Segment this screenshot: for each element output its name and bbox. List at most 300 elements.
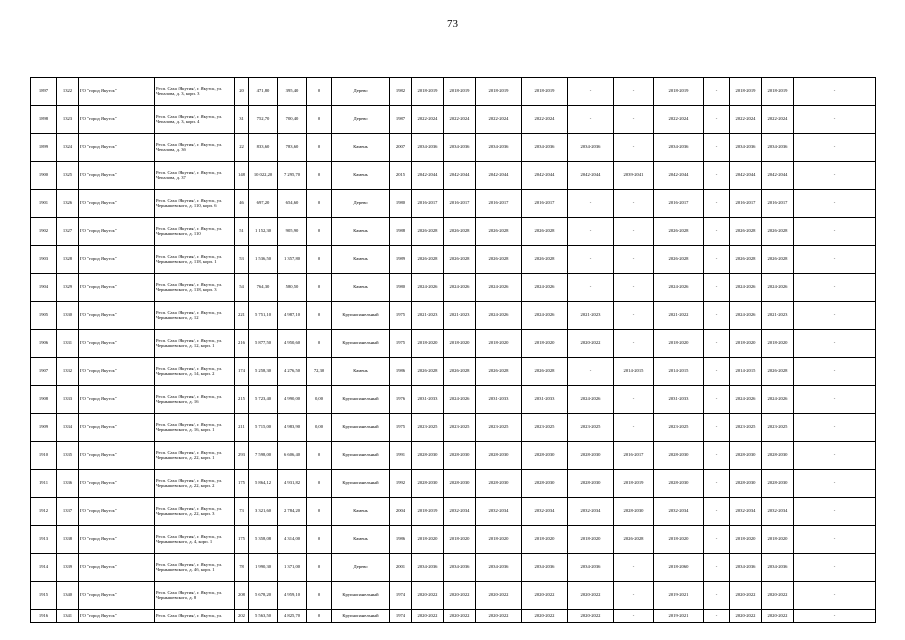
table-cell: - bbox=[704, 106, 730, 134]
table-cell: 2018-2060 bbox=[654, 554, 704, 582]
table-cell: 2018-2019 bbox=[654, 78, 704, 106]
table-cell: Крупнопанельный bbox=[332, 330, 390, 358]
table-cell: - bbox=[704, 582, 730, 610]
table-cell: 2026-2028 bbox=[762, 246, 794, 274]
table-cell: - bbox=[794, 526, 876, 554]
table-cell: 2018-2019 bbox=[522, 78, 568, 106]
table-cell: 2032-2034 bbox=[762, 498, 794, 526]
table-cell: 2024-2026 bbox=[762, 386, 794, 414]
table-cell: 2028-2030 bbox=[522, 470, 568, 498]
table-cell: 2026-2028 bbox=[412, 358, 444, 386]
table-cell: 2028-2030 bbox=[614, 498, 654, 526]
table-cell: 1975 bbox=[390, 302, 412, 330]
table-cell: 2016-2017 bbox=[444, 190, 476, 218]
table-cell: ГО "город Якутск" bbox=[79, 526, 155, 554]
table-cell: 2022-2024 bbox=[412, 106, 444, 134]
table-cell: 73 bbox=[235, 498, 249, 526]
table-cell: - bbox=[704, 218, 730, 246]
table-cell: 1897 bbox=[31, 78, 57, 106]
table-cell: Респ. Саха /Якутия/, г. Якутск, ул. Чернышевского, д. 22, корп. 2 bbox=[155, 470, 235, 498]
table-cell: Крупнопанельный bbox=[332, 582, 390, 610]
table-cell: ГО "город Якутск" bbox=[79, 302, 155, 330]
table-cell: Крупнопанельный bbox=[332, 470, 390, 498]
table-cell: ГО "город Якутск" bbox=[79, 106, 155, 134]
table-cell: 2026-2028 bbox=[762, 218, 794, 246]
table-cell: 1980 bbox=[390, 274, 412, 302]
table-cell: 0 bbox=[307, 442, 332, 470]
table-cell: - bbox=[704, 134, 730, 162]
table-cell: 51 bbox=[235, 218, 249, 246]
table-cell: 72,30 bbox=[307, 358, 332, 386]
table-cell: 1340 bbox=[57, 582, 79, 610]
table-cell: Камень bbox=[332, 358, 390, 386]
table-cell: 471,80 bbox=[249, 78, 278, 106]
table-cell: - bbox=[614, 554, 654, 582]
table-cell: 175 bbox=[235, 470, 249, 498]
table-cell: 1987 bbox=[390, 106, 412, 134]
table-cell: 2018-2020 bbox=[730, 330, 762, 358]
table-cell: 1982 bbox=[390, 78, 412, 106]
table-cell: 1330 bbox=[57, 302, 79, 330]
table-cell: 2020-2022 bbox=[762, 582, 794, 610]
table-cell: 0 bbox=[307, 470, 332, 498]
table-cell: - bbox=[794, 106, 876, 134]
table-cell: - bbox=[794, 190, 876, 218]
table-cell: 22 bbox=[235, 134, 249, 162]
table-cell: 2018-2020 bbox=[412, 526, 444, 554]
table-cell: 2016-2017 bbox=[614, 442, 654, 470]
table-cell: 4 950,60 bbox=[278, 330, 307, 358]
table-cell: Респ. Саха /Якутия/, г. Якутск, ул. Чепалова, д. 37 bbox=[155, 162, 235, 190]
table-cell: 2018-2020 bbox=[730, 526, 762, 554]
table-cell: 5 258,30 bbox=[249, 358, 278, 386]
table-cell: 2007 bbox=[390, 134, 412, 162]
table-cell: 2020-2022 bbox=[522, 610, 568, 623]
table-cell: 2028-2030 bbox=[412, 470, 444, 498]
table-cell: 2026-2028 bbox=[444, 218, 476, 246]
table-cell: 1336 bbox=[57, 470, 79, 498]
table-cell: Дерево bbox=[332, 554, 390, 582]
table-cell: 2026-2028 bbox=[444, 358, 476, 386]
table-cell: - bbox=[704, 162, 730, 190]
table-cell: Респ. Саха /Якутия/, г. Якутск, ул. Чернышевского, д. 8 bbox=[155, 582, 235, 610]
table-cell: 2039-2041 bbox=[614, 162, 654, 190]
table-cell: 4 983,90 bbox=[278, 414, 307, 442]
table-cell: 1 152,30 bbox=[249, 218, 278, 246]
table-cell: 1 536,50 bbox=[249, 246, 278, 274]
table-cell: - bbox=[614, 78, 654, 106]
table-cell: 2024-2026 bbox=[730, 274, 762, 302]
table-cell: 2034-2036 bbox=[522, 134, 568, 162]
table-cell: - bbox=[568, 78, 614, 106]
table-cell: 0 bbox=[307, 218, 332, 246]
table-cell: - bbox=[568, 246, 614, 274]
table-cell: ГО "город Якутск" bbox=[79, 246, 155, 274]
table-cell: 2018-2020 bbox=[444, 526, 476, 554]
table-cell: 4 987,10 bbox=[278, 302, 307, 330]
table-cell: 175 bbox=[235, 526, 249, 554]
table-cell: 2042-2044 bbox=[654, 162, 704, 190]
table-cell: 2024-2026 bbox=[522, 302, 568, 330]
table-cell: 1975 bbox=[390, 330, 412, 358]
table-cell: 1900 bbox=[31, 162, 57, 190]
table-cell: - bbox=[794, 470, 876, 498]
table-cell: 2024-2026 bbox=[444, 386, 476, 414]
table-cell: 1910 bbox=[31, 442, 57, 470]
table-cell: 2028-2030 bbox=[476, 442, 522, 470]
table-cell: 833,60 bbox=[249, 134, 278, 162]
table-cell: 1986 bbox=[390, 526, 412, 554]
table-cell: - bbox=[704, 442, 730, 470]
table-cell: - bbox=[704, 610, 730, 623]
table-cell: - bbox=[704, 386, 730, 414]
table-cell: 2034-2036 bbox=[762, 134, 794, 162]
table-cell: ГО "город Якутск" bbox=[79, 162, 155, 190]
table-cell: 1331 bbox=[57, 330, 79, 358]
table-cell: 2018-2020 bbox=[762, 526, 794, 554]
table-cell: Респ. Саха /Якутия/, г. Якутск, ул. Чернышевского, д. 22, корп. 3 bbox=[155, 498, 235, 526]
table-cell: 2034-2036 bbox=[730, 134, 762, 162]
table-cell: 208 bbox=[235, 582, 249, 610]
table-cell: 2023-2025 bbox=[762, 414, 794, 442]
table-cell: 1323 bbox=[57, 106, 79, 134]
table-cell: 2023-2025 bbox=[568, 414, 614, 442]
table-cell: 2018-2019 bbox=[444, 78, 476, 106]
table-cell: Респ. Саха /Якутия/, г. Якутск, ул. Чепалова, д. 3б bbox=[155, 134, 235, 162]
table-cell: 2014-2015 bbox=[654, 358, 704, 386]
table-cell: - bbox=[614, 582, 654, 610]
table-row bbox=[31, 554, 876, 582]
table-cell: - bbox=[794, 246, 876, 274]
table-cell: 2026-2028 bbox=[476, 246, 522, 274]
table-cell: 1333 bbox=[57, 386, 79, 414]
table-cell: 2034-2036 bbox=[444, 554, 476, 582]
table-cell: 1974 bbox=[390, 582, 412, 610]
table-cell: ГО "город Якутск" bbox=[79, 498, 155, 526]
table-cell: 2020-2022 bbox=[412, 582, 444, 610]
table-row bbox=[31, 498, 876, 526]
table-cell: - bbox=[568, 218, 614, 246]
table-cell: 5 877,50 bbox=[249, 330, 278, 358]
table-cell: 293 bbox=[235, 442, 249, 470]
table-cell: 2 784,20 bbox=[278, 498, 307, 526]
table-cell: ГО "город Якутск" bbox=[79, 134, 155, 162]
table-cell: 2023-2025 bbox=[412, 414, 444, 442]
table-cell: - bbox=[614, 414, 654, 442]
table-cell: 2021-2023 bbox=[568, 302, 614, 330]
table-cell: 2026-2028 bbox=[476, 358, 522, 386]
table-cell: - bbox=[614, 218, 654, 246]
table-cell: ГО "город Якутск" bbox=[79, 414, 155, 442]
table-cell: ГО "город Якутск" bbox=[79, 78, 155, 106]
table-cell: 580,50 bbox=[278, 274, 307, 302]
table-cell: 7 295,70 bbox=[278, 162, 307, 190]
table-cell: 1901 bbox=[31, 190, 57, 218]
table-cell: Камень bbox=[332, 498, 390, 526]
table-cell: 2018-2020 bbox=[654, 330, 704, 358]
table-cell: 2028-2030 bbox=[762, 442, 794, 470]
table-cell: 5 358,08 bbox=[249, 526, 278, 554]
table-cell: 0 bbox=[307, 106, 332, 134]
table-cell: 2021-2023 bbox=[412, 302, 444, 330]
table-cell: 4 314,00 bbox=[278, 526, 307, 554]
table-cell: 78 bbox=[235, 554, 249, 582]
table-cell: Крупнопанельный bbox=[332, 610, 390, 623]
table-cell: 2022-2024 bbox=[522, 106, 568, 134]
table-cell: 2031-2033 bbox=[476, 386, 522, 414]
table-cell: - bbox=[614, 302, 654, 330]
table-cell: ГО "город Якутск" bbox=[79, 582, 155, 610]
table-cell: 0 bbox=[307, 274, 332, 302]
table-cell: 2020-2022 bbox=[730, 582, 762, 610]
table-cell: 2028-2030 bbox=[654, 470, 704, 498]
table-cell: ГО "город Якутск" bbox=[79, 218, 155, 246]
table-cell: 654,60 bbox=[278, 190, 307, 218]
housing-repair-table bbox=[30, 77, 876, 623]
table-row bbox=[31, 442, 876, 470]
table-cell: 2032-2034 bbox=[568, 498, 614, 526]
table-cell: Дерево bbox=[332, 190, 390, 218]
table-cell: 2028-2030 bbox=[412, 442, 444, 470]
table-cell: 2016-2017 bbox=[476, 190, 522, 218]
table-cell: 4 990,00 bbox=[278, 386, 307, 414]
table-cell: Респ. Саха /Якутия/, г. Якутск, ул. Чернышевского, д. 14, корп. 2 bbox=[155, 358, 235, 386]
table-cell: 2018-2019 bbox=[412, 78, 444, 106]
table-cell: 2001 bbox=[390, 554, 412, 582]
table-cell: 1907 bbox=[31, 358, 57, 386]
table-cell: Респ. Саха /Якутия/, г. Якутск, ул. Чернышевского, д. 12 bbox=[155, 302, 235, 330]
table-cell: 2042-2044 bbox=[762, 162, 794, 190]
table-cell: ГО "город Якутск" bbox=[79, 442, 155, 470]
table-cell: 1328 bbox=[57, 246, 79, 274]
table-cell: 1899 bbox=[31, 134, 57, 162]
table-cell: 2034-2036 bbox=[476, 134, 522, 162]
table-cell: 4 825,70 bbox=[278, 610, 307, 623]
table-cell: 2020-2022 bbox=[476, 610, 522, 623]
table-cell: 1976 bbox=[390, 386, 412, 414]
table-row bbox=[31, 582, 876, 610]
table-cell: 2031-2033 bbox=[412, 386, 444, 414]
table-cell: 2026-2028 bbox=[444, 246, 476, 274]
table-cell: 2019-2021 bbox=[654, 610, 704, 623]
table-cell: 2021-2023 bbox=[444, 302, 476, 330]
table-cell: 2019-2021 bbox=[654, 582, 704, 610]
table-cell: 2023-2025 bbox=[476, 414, 522, 442]
table-cell: 2032-2034 bbox=[522, 498, 568, 526]
table-cell: 752,70 bbox=[249, 106, 278, 134]
table-cell: - bbox=[794, 554, 876, 582]
table-cell: 0 bbox=[307, 554, 332, 582]
table-cell: 2034-2036 bbox=[762, 554, 794, 582]
table-cell: 783,60 bbox=[278, 134, 307, 162]
table-cell: - bbox=[794, 78, 876, 106]
table-cell: Камень bbox=[332, 162, 390, 190]
table-cell: 1916 bbox=[31, 610, 57, 623]
table-cell: - bbox=[794, 302, 876, 330]
table-cell: 2020-2022 bbox=[444, 610, 476, 623]
table-body bbox=[31, 78, 876, 623]
table-cell: 2028-2030 bbox=[568, 442, 614, 470]
table-cell: 174 bbox=[235, 358, 249, 386]
table-cell: 2024-2026 bbox=[730, 386, 762, 414]
table-cell: 2042-2044 bbox=[412, 162, 444, 190]
table-cell: 2024-2026 bbox=[444, 274, 476, 302]
table-cell: 2018-2019 bbox=[476, 78, 522, 106]
table-cell: 211 bbox=[235, 414, 249, 442]
table-cell: 4 959,10 bbox=[278, 582, 307, 610]
table-cell: - bbox=[704, 274, 730, 302]
table-cell: 1974 bbox=[390, 610, 412, 623]
table-cell: 2032-2034 bbox=[444, 498, 476, 526]
table-cell: - bbox=[568, 358, 614, 386]
table-cell: 2018-2020 bbox=[476, 526, 522, 554]
table-cell: 10 022,20 bbox=[249, 162, 278, 190]
table-cell: 2042-2044 bbox=[730, 162, 762, 190]
table-cell: 2018-2020 bbox=[654, 526, 704, 554]
table-cell: 2016-2017 bbox=[654, 190, 704, 218]
table-cell: 2018-2020 bbox=[476, 330, 522, 358]
table-cell: - bbox=[794, 498, 876, 526]
table-cell: 1909 bbox=[31, 414, 57, 442]
table-cell: 1337 bbox=[57, 498, 79, 526]
table-cell: 2024-2026 bbox=[476, 302, 522, 330]
table-cell: - bbox=[794, 610, 876, 623]
table-cell: 0 bbox=[307, 134, 332, 162]
table-cell: 1326 bbox=[57, 190, 79, 218]
table-cell: 0 bbox=[307, 610, 332, 623]
table-cell: 2034-2036 bbox=[568, 554, 614, 582]
table-cell: 1898 bbox=[31, 106, 57, 134]
table-cell: 2028-2030 bbox=[762, 470, 794, 498]
table-cell: 2028-2030 bbox=[444, 442, 476, 470]
table-cell: - bbox=[614, 330, 654, 358]
table-cell: 1324 bbox=[57, 134, 79, 162]
table-cell: 2022-2024 bbox=[476, 106, 522, 134]
table-cell: 2026-2028 bbox=[654, 218, 704, 246]
table-cell: Крупнопанельный bbox=[332, 414, 390, 442]
table-cell: 2026-2028 bbox=[730, 246, 762, 274]
table-cell: - bbox=[794, 162, 876, 190]
table-cell: - bbox=[614, 274, 654, 302]
table-cell: Камень bbox=[332, 246, 390, 274]
table-cell: 2032-2034 bbox=[476, 498, 522, 526]
table-cell: 905,90 bbox=[278, 218, 307, 246]
table-cell: 202 bbox=[235, 610, 249, 623]
table-cell: 2020-2022 bbox=[444, 582, 476, 610]
table-row bbox=[31, 386, 876, 414]
table-cell: - bbox=[794, 218, 876, 246]
table-cell: 2023-2025 bbox=[522, 414, 568, 442]
table-cell: 2026-2028 bbox=[522, 358, 568, 386]
table-cell: - bbox=[704, 554, 730, 582]
table-row bbox=[31, 218, 876, 246]
table-cell: 31 bbox=[235, 106, 249, 134]
table-cell: 2026-2028 bbox=[476, 218, 522, 246]
table-cell: ГО "город Якутск" bbox=[79, 470, 155, 498]
table-cell: 2016-2017 bbox=[412, 190, 444, 218]
table-cell: 4 931,82 bbox=[278, 470, 307, 498]
table-row bbox=[31, 330, 876, 358]
table-cell: - bbox=[704, 470, 730, 498]
table-cell: 1339 bbox=[57, 554, 79, 582]
table-row bbox=[31, 106, 876, 134]
table-cell: 2026-2028 bbox=[654, 246, 704, 274]
table-cell: 2016-2017 bbox=[730, 190, 762, 218]
table-cell: Респ. Саха /Якутия/, г. Якутск, ул. Чернышевского, д. 118, корп. 1 bbox=[155, 246, 235, 274]
table-cell: - bbox=[704, 78, 730, 106]
table-cell: - bbox=[794, 386, 876, 414]
table-cell: - bbox=[704, 526, 730, 554]
table-cell: 148 bbox=[235, 162, 249, 190]
table-cell: Респ. Саха /Якутия/, г. Якутск, ул. Чернышевского, д. 4, корп. 1 bbox=[155, 526, 235, 554]
table-row bbox=[31, 246, 876, 274]
table-cell: ГО "город Якутск" bbox=[79, 190, 155, 218]
table-cell: - bbox=[568, 190, 614, 218]
table-cell: 2018-2020 bbox=[762, 330, 794, 358]
table-cell: 2018-2019 bbox=[412, 498, 444, 526]
table-cell: 2014-2015 bbox=[730, 358, 762, 386]
table-cell: 1327 bbox=[57, 218, 79, 246]
table-cell: 2042-2044 bbox=[522, 162, 568, 190]
table-cell: - bbox=[794, 358, 876, 386]
table-cell: 0 bbox=[307, 302, 332, 330]
table-cell: Респ. Саха /Якутия/, г. Якутск, ул. Чернышевского, д. 110, корп. 6 bbox=[155, 190, 235, 218]
table-cell: 2021-2023 bbox=[762, 302, 794, 330]
table-cell: Дерево bbox=[332, 106, 390, 134]
table-cell: 2034-2036 bbox=[522, 554, 568, 582]
table-cell: ГО "город Якутск" bbox=[79, 330, 155, 358]
table-cell: 1980 bbox=[390, 190, 412, 218]
table-cell: 1989 bbox=[390, 246, 412, 274]
table-cell: Камень bbox=[332, 134, 390, 162]
table-cell: 2024-2026 bbox=[522, 274, 568, 302]
table-cell: 0 bbox=[307, 78, 332, 106]
table-row bbox=[31, 78, 876, 106]
table-cell: ГО "город Якутск" bbox=[79, 554, 155, 582]
table-cell: 1325 bbox=[57, 162, 79, 190]
table-cell: 1902 bbox=[31, 218, 57, 246]
table-cell: - bbox=[614, 386, 654, 414]
table-cell: 2020-2022 bbox=[568, 330, 614, 358]
table-cell: 2023-2025 bbox=[444, 414, 476, 442]
table-cell: 0 bbox=[307, 190, 332, 218]
table-cell: 1905 bbox=[31, 302, 57, 330]
table-cell: Крупнопанельный bbox=[332, 386, 390, 414]
table-cell: 0 bbox=[307, 582, 332, 610]
table-cell: 2022-2024 bbox=[762, 106, 794, 134]
table-cell: - bbox=[794, 134, 876, 162]
table-cell: 1992 bbox=[390, 470, 412, 498]
table-cell: 2024-2026 bbox=[476, 274, 522, 302]
table-cell: 221 bbox=[235, 302, 249, 330]
table-cell: 2026-2028 bbox=[614, 526, 654, 554]
table-cell: Респ. Саха /Якутия/, г. Якутск, ул. Чернышевского, д. 12, корп. 1 bbox=[155, 330, 235, 358]
table-cell: 1334 bbox=[57, 414, 79, 442]
table-cell: 216 bbox=[235, 330, 249, 358]
table-cell: ГО "город Якутск" bbox=[79, 610, 155, 623]
table-cell: 0 bbox=[307, 162, 332, 190]
table-cell: Респ. Саха /Якутия/, г. Якутск, ул. Чернышевского, д. 110 bbox=[155, 218, 235, 246]
table-cell: 1975 bbox=[390, 414, 412, 442]
table-cell: 0 bbox=[307, 498, 332, 526]
table-cell: - bbox=[614, 246, 654, 274]
table-cell: 2020-2022 bbox=[412, 610, 444, 623]
table-cell: - bbox=[614, 190, 654, 218]
table-cell: 53 bbox=[235, 246, 249, 274]
table-cell: ГО "город Якутск" bbox=[79, 358, 155, 386]
page-number: 73 bbox=[447, 18, 458, 30]
table-row bbox=[31, 470, 876, 498]
